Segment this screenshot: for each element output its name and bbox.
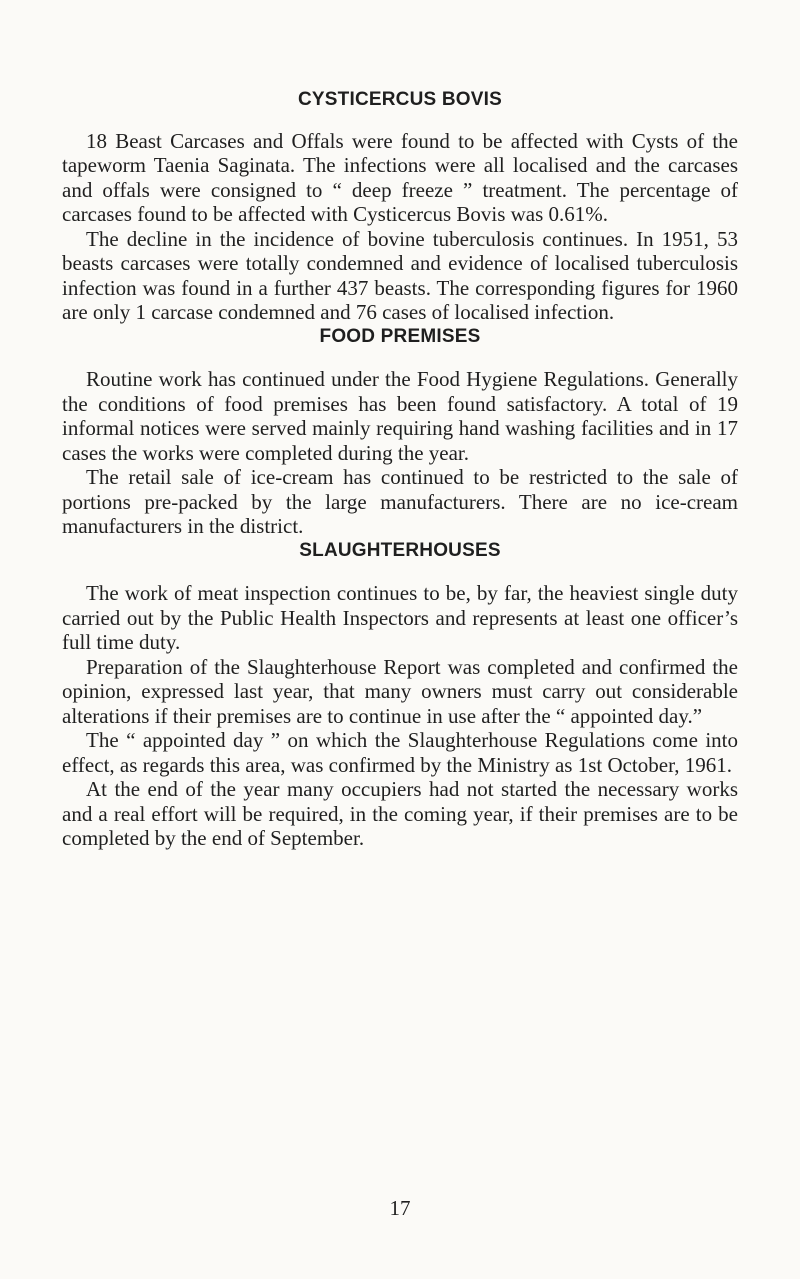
section-cysticercus-bovis — [62, 88, 738, 325]
paragraph: 18 Beast Carcases and Offals were found to be affected with Cysts of the tapeworm Taenia Saginata. The infections were all localised and the carcases and offals were consigned to “ deep freeze ” treatment. The percentage of carcases found to be affected with Cysticercus Bovis was 0.61%. — [62, 128, 738, 226]
section-heading: SLAUGHTERHOUSES — [299, 539, 501, 561]
section-heading: FOOD PREMISES — [319, 325, 481, 347]
section-heading: CYSTICERCUS BOVIS — [298, 89, 502, 110]
paragraph: The work of meat inspection continues to be, by far, the heaviest single duty carried out by the Public Health Inspectors and represents at least one officer’s full time duty. — [62, 581, 738, 654]
section-food-premises — [62, 325, 738, 539]
paragraph: The decline in the incidence of bovine tuberculosis continues. In 1951, 53 beasts carcases were totally condemned and evidence of localised tuberculosis infection was found in a further 437 beasts. The corresponding figures for 1960 are only 1 carcase condemned and 76 cases of localised infection. — [62, 226, 738, 324]
paragraph: Preparation of the Slaughterhouse Report was completed and confirmed the opinion, expressed last year, that many owners must carry out considerable alterations if their premises are to continue in use after the “ appointed day.” — [62, 654, 738, 728]
paragraph: The retail sale of ice-cream has continued to be restricted to the sale of portions pre-packed by the large manufacturers. There are no ice-cream manufacturers in the district. — [62, 465, 738, 538]
page-number: 17 — [389, 1196, 411, 1220]
paragraph: Routine work has continued under the Food Hygiene Regulations. Generally the conditions of food premises has been found satisfactory. A total of 19 informal notices were served mainly requiring hand washing facilities and in 17 cases the works were completed during the year. — [62, 367, 738, 465]
document-page — [62, 88, 738, 851]
paragraph: At the end of the year many occupiers had not started the necessary works and a real effort will be required, in the coming year, if their premises are to be completed by the end of September. — [62, 777, 738, 850]
section-slaughterhouses — [62, 539, 738, 851]
paragraph: The “ appointed day ” on which the Slaughterhouse Regulations come into effect, as regards this area, was confirmed by the Ministry as 1st October, 1961. — [62, 728, 738, 777]
